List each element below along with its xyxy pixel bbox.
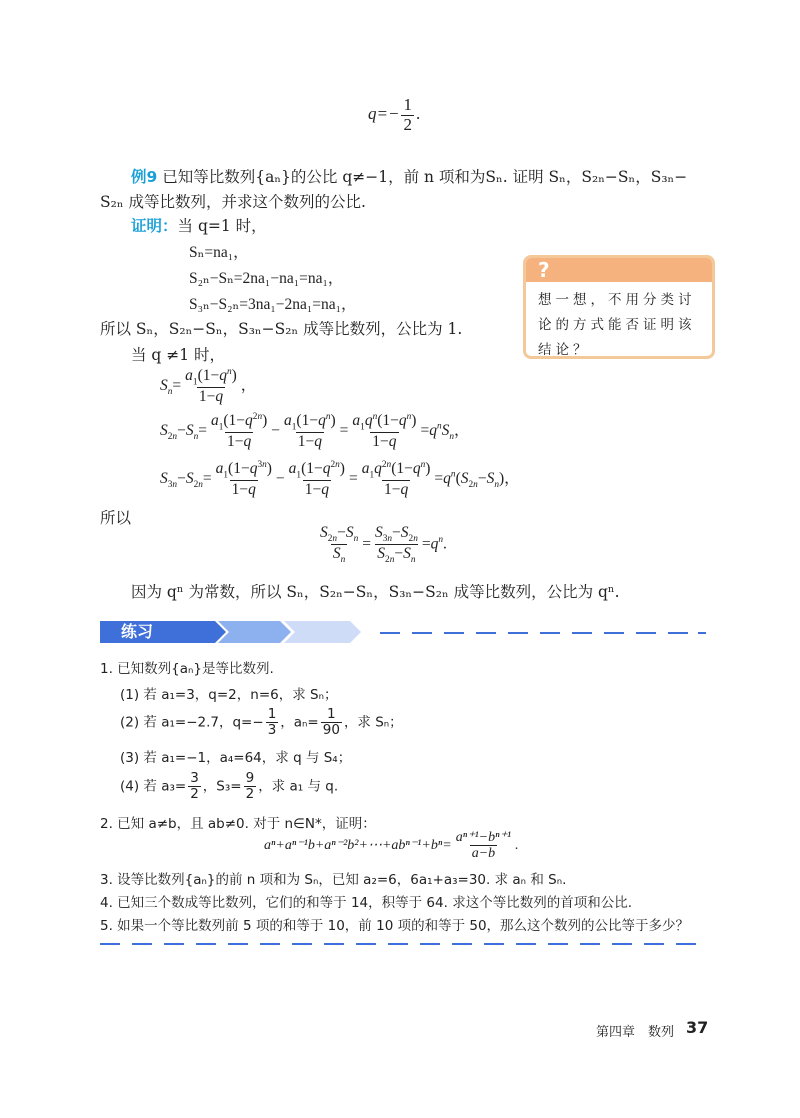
example-label: 例9: [131, 168, 158, 186]
ex12-q-den: 3: [267, 721, 277, 738]
exercise-1-2-a: (2) 若 a₁=−2.7，q=−: [120, 714, 264, 731]
exercise-1: 1. 已知数列{aₙ}是等比数列.: [100, 661, 274, 677]
top-eq-lhs: q=−: [368, 104, 400, 124]
practice-title: 练习: [121, 622, 154, 641]
ex14-a3-den: 2: [190, 785, 199, 802]
formula-s2n: $S_{2n}-S_n=$ $\frac{a_1(1-q^{2n})}{1-q}$ − $\frac{a_1(1-q^n)}{1-q}$ = $\frac{a_1q^n(1-q^n)}{1-q}$ $=q^nS_n$，: [160, 412, 470, 451]
tip-header: [526, 258, 712, 282]
page-number: 37: [686, 1018, 709, 1037]
proof-case-1: [131, 214, 267, 236]
formula-sn: $S_n=$ $\frac{a_1(1-q^n)}{1-q}$ ，: [160, 367, 257, 406]
example-line-1: [131, 165, 687, 187]
proof-final: 因为 qⁿ 为常数，所以 Sₙ，S₂ₙ−Sₙ，S₃ₙ−S₂ₙ 成等比数列，公比为 qⁿ.: [131, 583, 620, 601]
exercise-4: 4. 已知三个数成等比数列，它们的和等于 14，积等于 64. 求这个等比数列的首项和公比.: [100, 895, 632, 911]
exercise-1-2-b: ，aₙ=: [280, 714, 319, 731]
exercise-1-2: [120, 707, 403, 738]
ex12-a-num: 1: [327, 706, 336, 722]
formula-ratio: $\frac{S_{2n}-S_n}{S_n}$ = $\frac{S_{3n}-S_{2n}}{S_{2n}-S_n}$ $=q^n$.: [320, 524, 447, 566]
proof-eq-2: S₂ₙ−Sₙ=2na₁−na₁=na₁，: [189, 270, 344, 287]
top-eq-den: 2: [403, 114, 412, 134]
ex14-s3-den: 2: [245, 785, 255, 802]
ex2-eq-lhs: aⁿ+aⁿ⁻¹b+aⁿ⁻²b²+⋯+abⁿ⁻¹+bⁿ=: [264, 838, 452, 854]
top-eq-num: 1: [403, 95, 412, 114]
tip-text: 想一想，不用分类讨论的方式能否证明该结论？: [538, 292, 696, 358]
ex14-s3-num: 9: [245, 770, 255, 786]
exercise-1-4-b: ，S₃=: [202, 778, 242, 795]
ex12-a-den: 90: [322, 721, 340, 738]
question-mark-icon: ?: [538, 258, 550, 282]
ex2-eq-num: aⁿ⁺¹−bⁿ⁺¹: [455, 830, 512, 845]
tip-box: [523, 255, 715, 359]
top-equation: [368, 96, 420, 134]
proof-eq-1: Sₙ=na₁，: [189, 244, 249, 261]
exercise-5: 5. 如果一个等比数列前 5 项的和等于 10，前 10 项的和等于 50，那么这个数列的公比等于多少？: [100, 918, 690, 934]
example-text-1: 已知等比数列{aₙ}的公比 q≠−1，前 n 项和为Sₙ. 证明 Sₙ，S₂ₙ−Sₙ，S₃ₙ−: [162, 168, 688, 186]
example-line-2: S₂ₙ 成等比数列，并求这个数列的公比.: [100, 193, 366, 211]
exercise-1-1: (1) 若 a₁=3，q=2，n=6，求 Sₙ；: [120, 687, 338, 703]
exercise-2: 2. 已知 a≠b，且 ab≠0. 对于 n∈N*，证明：: [100, 816, 376, 832]
top-eq-tail: .: [415, 104, 421, 124]
proof-case-2: 当 q ≠1 时，: [131, 346, 226, 364]
ex14-a3-num: 3: [190, 770, 199, 786]
exercise-2-equation: aⁿ+aⁿ⁻¹b+aⁿ⁻²b²+⋯+abⁿ⁻¹+bⁿ= $\frac{\text{aⁿ⁺¹−bⁿ⁺¹}}{a-b}$ .: [264, 830, 519, 862]
ex2-eq-den: a−b: [471, 846, 496, 862]
proof-label: 证明：: [131, 217, 178, 235]
formula-s3n: $S_{3n}-S_{2n}=$ $\frac{a_1(1-q^{3n})}{1-q}$ − $\frac{a_1(1-q^{2n})}{1-q}$ = $\frac{a_1q^{2n}(1-q^n)}{1-q}$ $=q^n(S_{2n}-S_n)$，: [160, 460, 520, 499]
proof-eq-3: S₃ₙ−S₂ₙ=3na₁−2na₁=na₁，: [189, 296, 357, 313]
proof-conclusion-1: 所以 Sₙ，S₂ₙ−Sₙ，S₃ₙ−S₂ₙ 成等比数列，公比为 1.: [100, 320, 463, 338]
proof-case1-text: 当 q=1 时，: [177, 217, 267, 235]
proof-so: 所以: [100, 509, 132, 527]
top-eq-fraction: [401, 96, 414, 134]
exercise-1-3: (3) 若 a₁=−1，a₄=64，求 q 与 S₄；: [120, 750, 352, 766]
exercise-1-4: [120, 771, 338, 802]
exercise-1-4-a: (4) 若 a₃=: [120, 778, 187, 795]
exercise-1-4-c: ，求 a₁ 与 q.: [258, 778, 339, 795]
exercise-1-2-c: ，求 Sₙ；: [343, 714, 403, 731]
footer-chapter: 第四章 数列: [596, 1025, 675, 1040]
exercise-3: 3. 设等比数列{aₙ}的前 n 项和为 Sₙ，已知 a₂=6，6a₁+a₃=30. 求 aₙ 和 Sₙ.: [100, 872, 567, 888]
ex12-q-num: 1: [267, 706, 277, 722]
